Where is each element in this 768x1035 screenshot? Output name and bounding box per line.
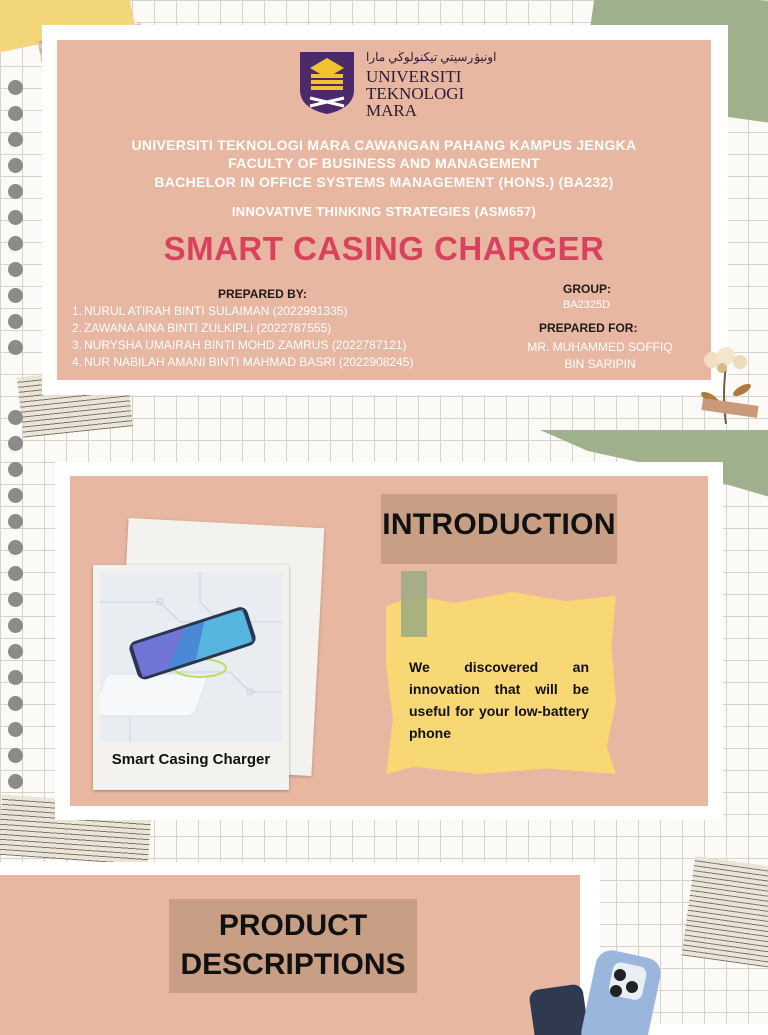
university-wordmark: UNIVERSITI TEKNOLOGI MARA [366, 67, 465, 120]
introduction-text: We discovered an innovation that will be useful for your low-battery phone [409, 659, 589, 741]
introduction-heading: INTRODUCTION [382, 508, 616, 541]
header-faculty: FACULTY OF BUSINESS AND MANAGEMENT [228, 155, 540, 171]
decor-newspaper-scrap [681, 856, 768, 968]
page-title: SMART CASING CHARGER [163, 230, 605, 267]
header-programme: BACHELOR IN OFFICE SYSTEMS MANAGEMENT (HONS.) (BA232) [154, 174, 614, 190]
list-item: 3. NURYSHA UMAIRAH BINTI MOHD ZAMRUS (2022787121) [72, 338, 407, 352]
member-list [72, 303, 413, 371]
product-descriptions-heading: PRODUCT DESCRIPTIONS [180, 909, 406, 981]
dried-flower-icon [692, 346, 760, 426]
list-item: 2. ZAWANA AINA BINTI ZULKIPLI (2022787555) [72, 321, 332, 335]
group-value: BA2325D [563, 299, 611, 311]
university-arabic-name: اونيۏرسيتي تيكنولوڬي مارا [366, 50, 497, 64]
photo-caption: Smart Casing Charger [111, 751, 271, 768]
prepared-for-value: MR. MUHAMMED SOFFIQ BIN SARIPIN [527, 340, 673, 371]
list-item: 1. NURUL ATIRAH BINTI SULAIMAN (2022991335) [72, 304, 348, 318]
group-label: GROUP: [563, 282, 611, 296]
header-course: INNOVATIVE THINKING STRATEGIES (ASM657) [231, 204, 537, 219]
prepared-by-label: PREPARED BY: [218, 287, 307, 301]
header-campus: UNIVERSITI TEKNOLOGI MARA CAWANGAN PAHANG KAMPUS JENGKA [131, 137, 637, 153]
uitm-logo-icon [298, 50, 356, 116]
phone-case-icon [528, 945, 668, 1035]
phone-on-charger-image [100, 572, 282, 742]
prepared-for-label: PREPARED FOR: [539, 321, 638, 335]
product-photo [93, 565, 289, 790]
decor-tape [401, 571, 427, 637]
list-item: 4. NUR NABILAH AMANI BINTI MAHMAD BASRI (2022908245) [72, 355, 414, 369]
